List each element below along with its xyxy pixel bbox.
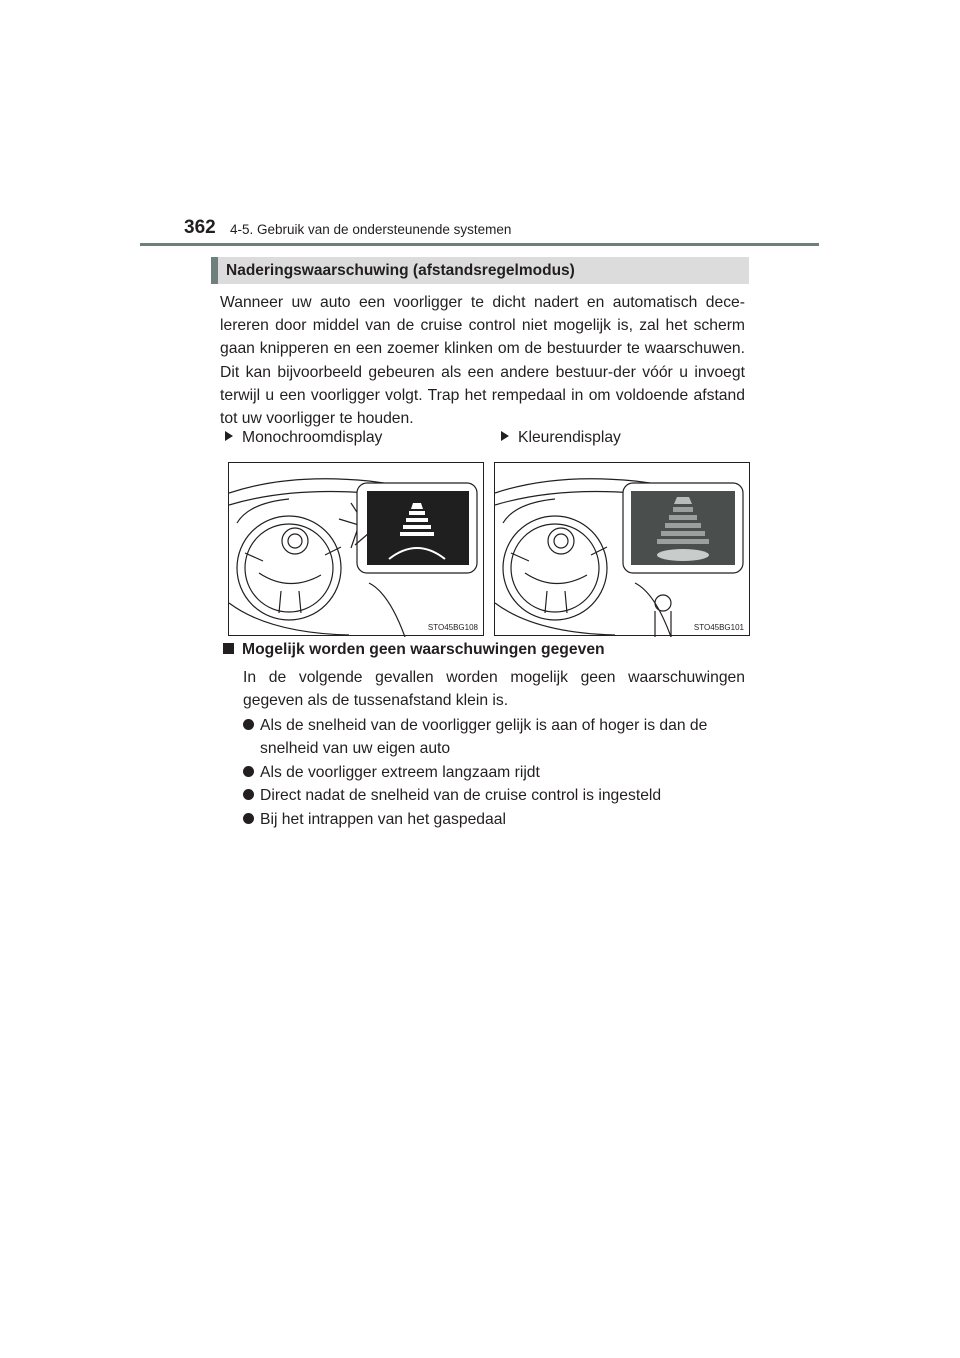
lead-vehicle-icon xyxy=(674,497,692,504)
subsection-heading-text: Mogelijk worden geen waarschuwingen gegeven xyxy=(242,641,605,658)
triangle-bullet-icon xyxy=(225,431,233,441)
section-heading-bar xyxy=(211,257,749,284)
square-bullet-icon xyxy=(223,643,234,654)
section-heading: Naderingswaarschuwing (afstandsregelmodus) xyxy=(226,262,575,279)
circle-bullet-icon xyxy=(243,719,254,730)
list-item xyxy=(243,714,745,760)
bullet-text: Als de snelheid van de voorligger gelijk is aan of hoger is dan de snelheid van uw eigen auto xyxy=(260,717,708,758)
triangle-bullet-icon xyxy=(501,431,509,441)
caption-text: Monochroomdisplay xyxy=(242,429,383,446)
list-item xyxy=(243,808,745,831)
own-vehicle-icon xyxy=(657,549,709,561)
dashboard-illustration xyxy=(229,463,485,637)
list-item xyxy=(243,784,745,807)
subsection-paragraph: In de volgende gevallen worden mogelijk geen waarschuwingen gegeven als de tussenafstand klein is. xyxy=(243,669,745,710)
caption-text: Kleurendisplay xyxy=(518,429,621,446)
bullet-text: Als de voorligger extreem langzaam rijdt xyxy=(260,763,540,781)
list-item xyxy=(243,761,745,784)
subsection-heading xyxy=(223,641,605,659)
figure-caption-color xyxy=(501,429,621,447)
circle-bullet-icon xyxy=(243,813,254,824)
header-rule xyxy=(140,243,819,246)
figure-monochrome-display xyxy=(228,462,484,636)
bullet-text: Direct nadat de snelheid van de cruise control is ingesteld xyxy=(260,787,662,805)
intro-paragraph: Wanneer uw auto een voorligger te dicht nadert en automatisch dece-lereren door middel van de cruise control niet mogelijk is, zal het scherm gaan knipperen en een zoemer klinken om de bestuurder te waarschuwen. Dit kan bijvoorbeeld gebeuren als een andere bestuur-der vóór u invoegt terwijl u een voorligger volgt. Trap het rempedaal in om voldoende afstand tot uw voorligger te houden. xyxy=(220,294,745,428)
figure-caption-mono xyxy=(225,429,382,447)
lead-vehicle-icon xyxy=(411,503,423,509)
bullet-list xyxy=(243,714,745,831)
circle-bullet-icon xyxy=(243,766,254,777)
circle-bullet-icon xyxy=(243,789,254,800)
figure-code: STO45BG101 xyxy=(693,623,744,632)
section-title: 4-5. Gebruik van de ondersteunende systemen xyxy=(230,222,512,237)
figure-code: STO45BG108 xyxy=(427,623,478,632)
page-number: 362 xyxy=(184,217,216,238)
dashboard-illustration xyxy=(495,463,751,637)
figure-color-display xyxy=(494,462,750,636)
bullet-text: Bij het intrappen van het gaspedaal xyxy=(260,810,506,828)
heading-accent xyxy=(211,257,218,284)
